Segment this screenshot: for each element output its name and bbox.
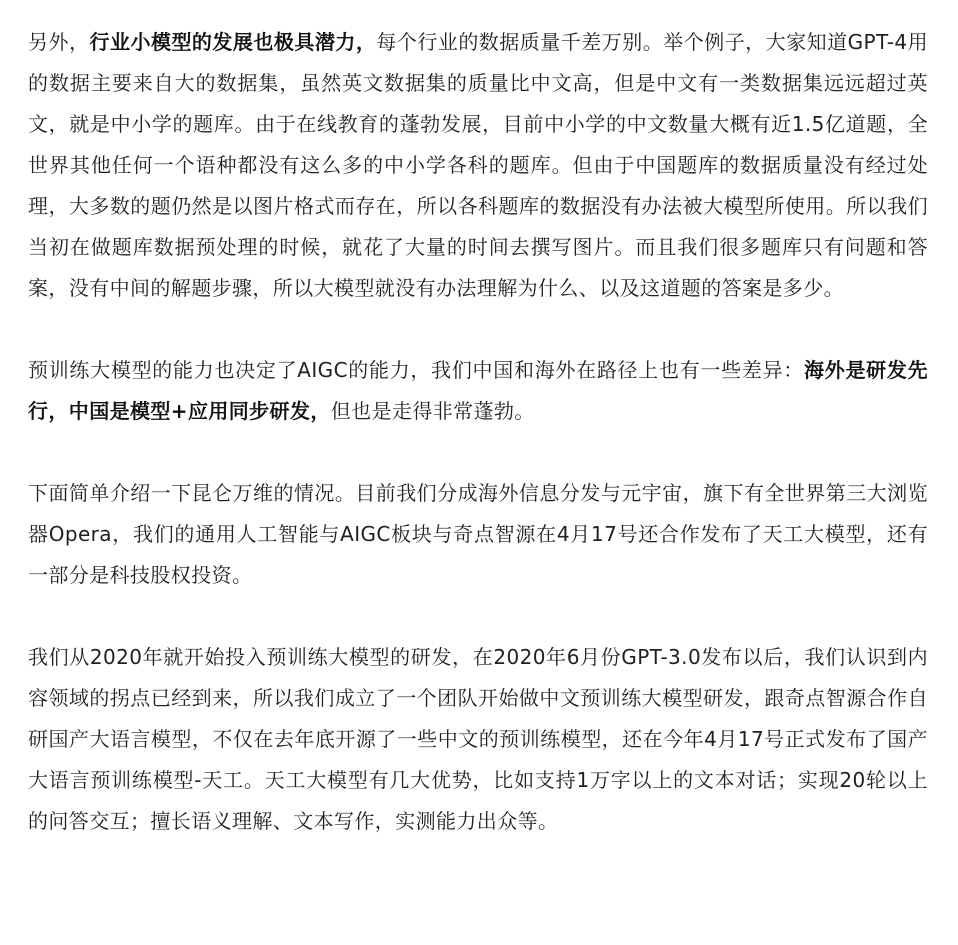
- paragraph-bold-text: 海外是研发先行，中国是模型+应用同步研发，: [28, 358, 928, 423]
- paragraph-text: 下面简单介绍一下昆仑万维的情况。目前我们分成海外信息分发与元宇宙，旗下有全世界第三大浏览器Opera，我们的通用人工智能与AIGC板块与奇点智源在4月17号还合作发布了天工大模型，还有一部分是科技股权投资。: [28, 481, 928, 587]
- paragraph-aigc-paths: [28, 350, 928, 432]
- paragraph-industry-models: [28, 22, 928, 309]
- paragraph-company-intro: [28, 473, 928, 596]
- paragraph-tiangong-model: [28, 637, 928, 842]
- paragraph-bold-text: 行业小模型的发展也极具潜力，: [89, 30, 377, 54]
- paragraph-text: 另外，: [28, 30, 90, 54]
- paragraph-text: 预训练大模型的能力也决定了AIGC的能力，我们中国和海外在路径上也有一些差异：: [28, 358, 805, 382]
- paragraph-text: 但也是走得非常蓬勃。: [330, 399, 535, 423]
- paragraph-text: 每个行业的数据质量千差万别。举个例子，大家知道GPT-4用的数据主要来自大的数据集，虽然英文数据集的质量比中文高，但是中文有一类数据集远远超过英文，就是中小学的题库。由于在线教育的蓬勃发展，目前中小学的中文数量大概有近1.5亿道题，全世界其他任何一个语种都没有这么多的中小学各科的题库。但由于中国题库的数据质量没有经过处理，大多数的题仍然是以图片格式而存在，所以各科题库的数据没有办法被大模型所使用。所以我们当初在做题库数据预处理的时候，就花了大量的时间去撰写图片。而且我们很多题库只有问题和答案，没有中间的解题步骤，所以大模型就没有办法理解为什么、以及这道题的答案是多少。: [28, 30, 929, 300]
- paragraph-text: 我们从2020年就开始投入预训练大模型的研发，在2020年6月份GPT-3.0发布以后，我们认识到内容领域的拐点已经到来，所以我们成立了一个团队开始做中文预训练大模型研发，跟奇点智源合作自研国产大语言模型，不仅在去年底开源了一些中文的预训练模型，还在今年4月17号正式发布了国产大语言预训练模型-天工。天工大模型有几大优势，比如支持1万字以上的文本对话；实现20轮以上的问答交互；擅长语义理解、文本写作，实测能力出众等。: [28, 645, 928, 833]
